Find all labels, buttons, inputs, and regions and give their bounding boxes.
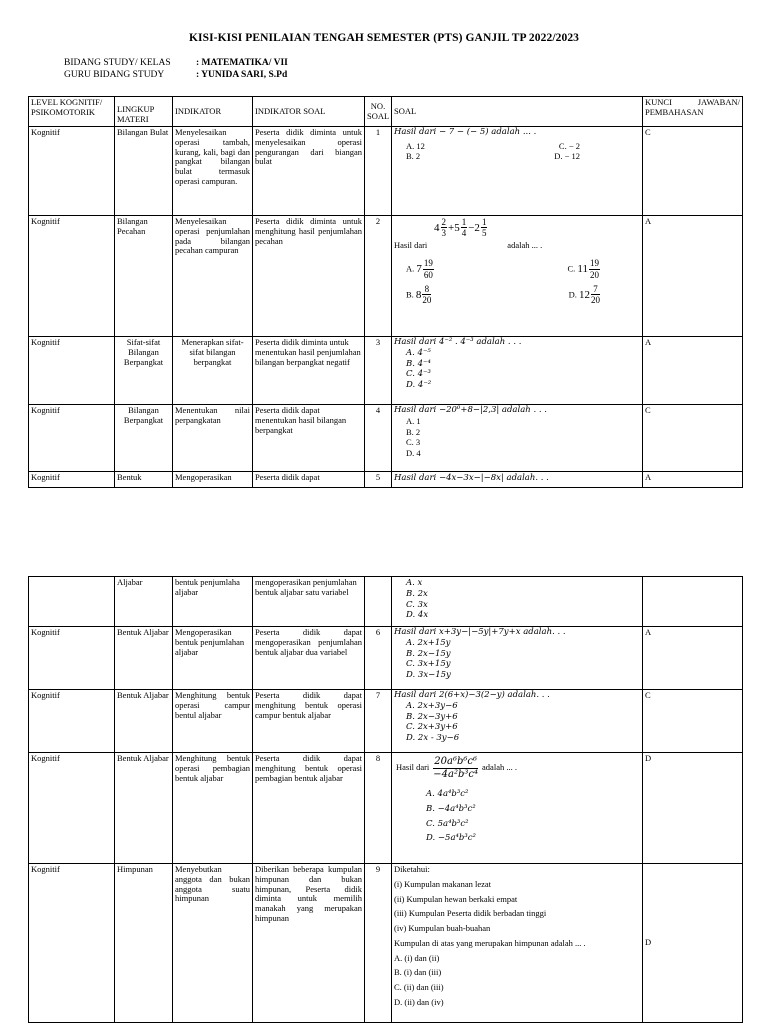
fraction [433,756,478,780]
indikator-soal-cell: Peserta didik diminta untuk menghitung hasil penjumlahan pecahan [253,216,365,337]
option-a: A. 1 [406,415,421,426]
option-a: A. 2x+3y−6 [406,700,458,711]
question-suffix: adalah ... . [507,239,543,250]
option-c: C. 3 [406,437,421,448]
col-header-soal: SOAL [392,97,643,127]
option-c: C. − 2 [558,140,580,151]
kunci-cell: C [643,405,743,472]
no-cell: 7 [365,690,392,753]
indikator-soal-cell: Diberikan beberapa kumpulan himpunan dan bukan himpunan, Peserta didik diminta untuk memilih manakah yang merupakan himpunan [253,864,365,1023]
table-row [29,472,743,488]
question-line [394,756,640,780]
question-text: Hasil dari −20⁰+8−|2,3| adalah . . . [394,405,547,415]
option-d: D. 2x - 3y−6 [406,733,460,744]
list-item: (i) Kumpulan makanan lezat [394,878,492,889]
col-header-lingkup: LINGKUP MATERI [115,97,173,127]
option-a: A. x [406,578,423,588]
himpunan-list [394,880,640,934]
option-d: D. 3x−15y [406,670,451,681]
kunci-cell: A [643,337,743,405]
soal-cell [392,577,643,627]
lingkup-cell: Bilangan Berpangkat [115,405,173,472]
no-cell: 5 [365,472,392,488]
table-row [29,753,743,864]
numerator: 1 [461,217,467,227]
no-cell: 4 [365,405,392,472]
whole: 4 [434,221,440,234]
indikator-soal-cell: mengoperasikan penjumlahan bentuk aljabar satu variabel [253,577,365,627]
options-list [394,349,640,391]
option-b: B. 2x [406,588,428,599]
option-c: C. 11 $\frac{19}{20}$ [567,258,599,280]
option-a: A. (i) dan (ii) [394,952,440,963]
lingkup-cell: Bilangan Pecahan [115,216,173,337]
kunci-cell: C [643,127,743,216]
option-a: A. 4⁻⁵ [406,347,431,358]
col-header-indikator-soal: INDIKATOR SOAL [253,97,365,127]
question-text: Hasil dari −4x−3x−|−8x| adalah. . . [394,473,549,483]
option-a: A. 7 $\frac{19}{60}$ [406,258,433,280]
indikator-soal-cell: Peserta didik dapat [253,472,365,488]
table-row [29,627,743,690]
indikator-soal-cell: Peserta didik dapat menentukan hasil bilangan berpangkat [253,405,365,472]
no-cell: 2 [365,216,392,337]
option-b: B. 2 [406,426,421,437]
col-header-kunci: KUNCI JAWABAN/ PEMBAHASAN [643,97,743,127]
options-list [394,954,640,1008]
denominator: −4a²b³c⁴ [433,768,479,780]
option-b: B. (i) dan (iii) [394,967,442,978]
option-d: D. 4⁻² [406,380,432,391]
numerator: 20a⁶b⁶c⁶ [434,756,478,767]
denominator: 4 [461,228,467,239]
kisi-kisi-table-1 [28,96,743,488]
no-cell: 1 [365,127,392,216]
options-list [394,417,640,459]
indikator-cell: Mengoperasikan bentuk penjumlahan aljabar [173,627,253,690]
option-b: B. 4⁻⁴ [406,358,431,369]
guru-line [64,70,287,80]
lingkup-cell: Himpunan [115,864,173,1023]
soal-cell [392,216,643,337]
indikator-cell: Menerapkan sifat-sifat bilangan berpangkat [173,337,253,405]
kunci-cell: C [643,690,743,753]
level-cell: Kognitif [29,405,115,472]
lingkup-cell: Bentuk [115,472,173,488]
options-list [394,579,640,621]
option-b: B. 2 [406,150,421,161]
soal-cell [392,690,643,753]
document-title: KISI-KISI PENILAIAN TENGAH SEMESTER (PTS) GANJIL TP 2022/2023 [188,32,580,44]
option-c: C. 2x+3y+6 [406,722,458,733]
table-row [29,690,743,753]
indikator-soal-cell: Peserta didik diminta untuk menyelesaikan operasi pengurangan dari biangan bulat [253,127,365,216]
lingkup-cell: Bilangan Bulat [115,127,173,216]
indikator-soal-cell: Peserta didik dapat menghitung bentuk operasi campur bentuk aljabar [253,690,365,753]
options-list [394,790,640,844]
option-d: D. (ii) dan (iv) [394,996,444,1007]
table-row [29,337,743,405]
table-row [29,405,743,472]
indikator-cell: bentuk penjumlaha aljabar [173,577,253,627]
level-cell: Kognitif [29,627,115,690]
option-d: D. −5a⁴b³c² [426,833,476,844]
option-b: B. 8 $\frac{8}{20}$ [406,284,432,306]
denominator: 5 [481,228,487,239]
indikator-soal-cell: Peserta didik dapat mengoperasikan penjumlahan bentuk aljabar dua variabel [253,627,365,690]
numerator: 2 [441,217,446,227]
kunci-cell: A [643,627,743,690]
soal-cell [392,864,643,1023]
list-item: (ii) Kumpulan hewan berkaki empat [394,893,518,904]
question-text: Hasil dari 2(6+x)−3(2−y) adalah. . . [394,690,550,700]
col-header-no: NO. SOAL [365,97,392,127]
soal-cell [392,405,643,472]
option-d: D. 12 $\frac{7}{20}$ [568,284,600,306]
lingkup-cell: Bentuk Aljabar [115,690,173,753]
option-d: D. 4 [406,448,421,459]
level-cell: Kognitif [29,127,115,216]
option-line [394,152,640,162]
indikator-cell: Menghitung bentuk operasi pembagian bentuk aljabar [173,753,253,864]
question-prompt: Kumpulan di atas yang merupakan himpunan adalah ... . [394,937,586,948]
bidang-value: : MATEMATIKA/ VII [196,58,288,68]
denominator: 3 [441,228,446,239]
option-line [394,258,640,280]
kunci-cell [643,577,743,627]
table-row [29,216,743,337]
level-cell: Kognitif [29,690,115,753]
col-header-indikator: INDIKATOR [173,97,253,127]
whole: +5 [448,221,460,234]
level-cell: Kognitif [29,337,115,405]
table-row [29,864,743,1023]
kunci-cell: A [643,216,743,337]
question-suffix: adalah ... . [482,762,517,773]
lingkup-cell: Bentuk Aljabar [115,753,173,864]
indikator-cell: Menghitung bentuk operasi campur bentul aljabar [173,690,253,753]
table-row [29,127,743,216]
option-line [394,284,640,306]
indikator-cell: Menyelesaikan operasi penjumlahan pada bilangan pecahan campuran [173,216,253,337]
bidang-study-line [64,58,288,68]
question-prefix: Hasil dari [394,239,428,250]
option-b: B. 2x−3y+6 [406,711,458,722]
lingkup-cell: Aljabar [115,577,173,627]
option-a: A. 2x+15y [406,637,451,648]
question-text: Hasil dari 4⁻² . 4⁻³ adalah . . . [394,337,522,347]
soal-cell [392,337,643,405]
soal-cell [392,127,643,216]
level-cell: Kognitif [29,753,115,864]
kunci-cell: A [643,472,743,488]
mixed-number [434,217,487,239]
options-list [394,639,640,681]
level-cell: Kognitif [29,216,115,337]
col-header-level: LEVEL KOGNITIF/ PSIKOMOTORIK [29,97,115,127]
option-a: A. 12 [406,140,425,151]
question-text: Diketahui: [394,864,430,874]
soal-cell [392,472,643,488]
lingkup-cell: Bentuk Aljabar [115,627,173,690]
options-list [394,702,640,744]
indikator-cell: Mengoperasikan [173,472,253,488]
option-line [394,142,640,152]
table-header-row [29,97,743,127]
kisi-kisi-table-2 [28,576,743,1023]
no-cell: 6 [365,627,392,690]
option-c: C. 4⁻³ [406,369,431,380]
list-item: (iii) Kumpulan Peserta didik berbadan tinggi [394,908,547,919]
option-c: C. 3x+15y [406,659,451,670]
fraction-expression [394,217,640,239]
lingkup-cell: Sifat-sifat Bilangan Berpangkat [115,337,173,405]
no-cell [365,577,392,627]
soal-cell [392,753,643,864]
question-text: Hasil dari − 7 − (− 5) adalah ... . [394,127,537,137]
option-b: B. 2x−15y [406,648,451,659]
option-c: C. 3x [406,599,428,610]
indikator-cell: Menyelesaikan operasi tambah, kurang, kali, bagi dan pangkat bilangan bulat termasuk operasi campuran. [173,127,253,216]
whole: −2 [468,221,480,234]
table-row [29,577,743,627]
indikator-soal-cell: Peserta didik dapat menghitung bentuk operasi pembagian bentuk aljabar [253,753,365,864]
level-cell: Kognitif [29,864,115,1023]
question-prefix: Hasil dari [396,762,430,773]
bidang-label: BIDANG STUDY/ KELAS [64,58,171,68]
option-c: C. (ii) dan (iii) [394,982,444,993]
option-d: D. 4x [406,610,429,621]
list-item: (iv) Kumpulan buah-buahan [394,923,491,934]
indikator-cell: Menyebutkan anggota dan bukan anggota suatu himpunan [173,864,253,1023]
kunci-cell: D [643,864,743,1023]
question-line [394,241,640,251]
level-cell: Kognitif [29,472,115,488]
no-cell: 8 [365,753,392,864]
numerator: 1 [481,217,487,227]
guru-label: GURU BIDANG STUDY [64,70,165,80]
option-c: C. 5a⁴b³c² [426,818,469,829]
guru-value: : YUNIDA SARI, S.Pd [196,70,288,80]
level-cell [29,577,115,627]
indikator-soal-cell: Peserta didik diminta untuk menentukan hasil penjumlahan bilangan berpangkat negatif [253,337,365,405]
option-a: A. 4a⁴b³c² [426,789,469,799]
question-text: Hasil dari x+3y−|−5y|+7y+x adalah. . . [394,627,566,637]
no-cell: 3 [365,337,392,405]
kunci-cell: D [643,753,743,864]
soal-cell [392,627,643,690]
option-d: D. − 12 [554,150,580,161]
indikator-cell: Menentukan nilai perpangkatan [173,405,253,472]
no-cell: 9 [365,864,392,1023]
option-b: B. −4a⁴b³c² [426,803,476,814]
